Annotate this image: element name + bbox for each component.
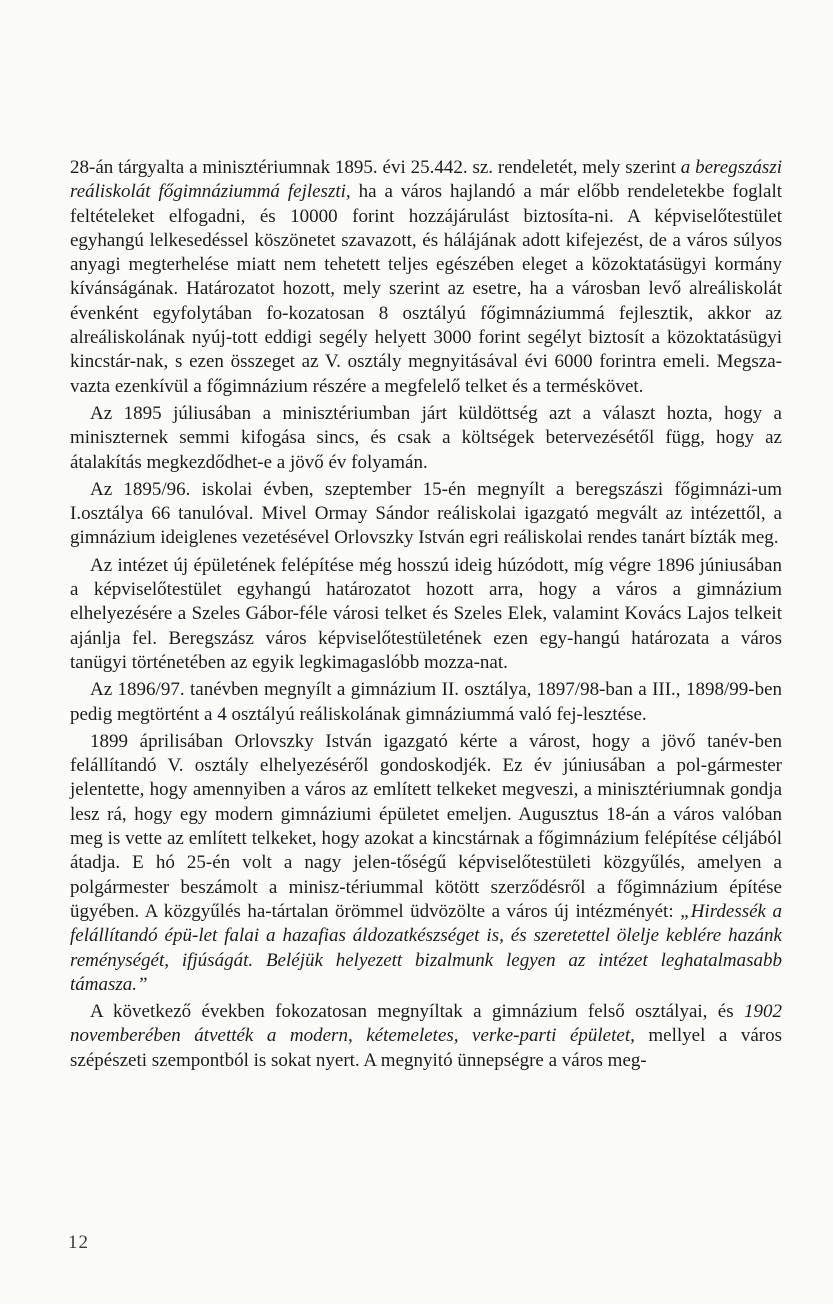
paragraph-1	[70, 156, 782, 399]
paragraph-7	[70, 1000, 782, 1073]
paragraph-5: Az 1896/97. tanévben megnyílt a gimnázium II. osztálya, 1897/98-ban a III., 1898/99-ben pedig megtörtént a 4 osztályú reáliskolának gimnáziummá való fej-lesztése.	[70, 679, 782, 725]
paragraph-1-text-b: ha a város hajlandó a már előbb rendeletekbe foglalt feltételeket elfogadni, és 10000 forint hozzájárulást biztosíta-ni. A képviselőtestület egyhangú lelkesedéssel köszönetet szavazott, és hálájának adott kifejezést, de a város súlyos anyagi megterhelése miatt nem tehetett teljes egészében eleget a közoktatásügyi kormány kívánságának. Határozatot hozott, mely szerint az esetre, ha a városban levő alreáliskolát évenként egyfolytában fo-kozatosan 8 osztályú főgimnáziummá fejlesztik, akkor az alreáliskolának nyúj-tott eddigi segély helyett 3000 forint segélyt biztosít a közoktatásügyi kincstár-nak, s ezen összeget az V. osztály megnyitásával évi 6000 forintra emeli. Megsza-vazta ezenkívül a főgimnázium részére a megfelelő telket és a terméskövet.	[70, 181, 782, 397]
paragraph-7-text-b: mellyel a város szépészeti szempontból is sokat nyert. A megnyitó ünnepségre a város meg-	[70, 1025, 782, 1071]
paragraph-2: Az 1895 júliusában a minisztériumban járt küldöttség azt a választ hozta, hogy a miniszternek semmi kifogása sincs, és csak a költségek betervezésétől függ, hogy az átalakítás megkezdődhet-e a jövő év folyamán.	[70, 402, 782, 473]
paragraph-1-text-a: 28-án tárgyalta a minisztériumnak 1895. évi 25.442. sz. rendeletét, mely szerint	[70, 157, 681, 178]
paragraph-3: Az 1895/96. iskolai évben, szeptember 15-én megnyílt a beregszászi főgimnázi-um I.osztálya 66 tanulóval. Mivel Ormay Sándor reáliskolai igazgató megvált az intézettől, a gimnázium ideiglenes vezetésével Orlovszky István egri reáliskolai rendes tanárt bízták meg.	[70, 478, 782, 549]
paragraph-7-emphasis: 1902 novemberében átvették a modern, kétemeletes, verke-parti épületet,	[70, 1001, 782, 1047]
paragraph-6	[70, 730, 782, 997]
paragraph-6-quote: „Hirdessék a felállítandó épü-let falai a hazafias áldozatkészséget is, és szeretettel ölelje keblére hazánk reménységét, ifjúságát. Beléjük helyezett bizalmunk legyen az intézet leghatalmasabb támasza.”	[70, 900, 782, 995]
page-number: 12	[68, 1232, 89, 1253]
body-text	[70, 156, 782, 1076]
paragraph-6-text-a: 1899 áprilisában Orlovszky István igazgató kérte a várost, hogy a jövő tanév-ben felállítandó V. osztály elhelyezéséről gondoskodjék. Ez év júniusában a pol-gármester jelentette, hogy amennyiben a város az említett telkeket megveszi, a minisztériumnak gondja lesz rá, hogy egy modern gimnáziumi épületet emeljen. Augusztus 18-án a város valóban meg is vette az említett telkeket, hogy azokat a kincstárnak a főgimnázium felépítése céljából átadja. E hó 25-én volt a nagy jelen-tőségű képviselőtestületi közgyűlés, amelyen a polgármester beszámolt a minisz-tériummal kötött szerződésről a főgimnázium építése ügyében. A közgyűlés ha-tártalan örömmel üdvözölte a város új intézményét:	[70, 730, 782, 922]
paragraph-7-text-a: A következő években fokozatosan megnyíltak a gimnázium felső osztályai, és	[90, 1001, 744, 1023]
paragraph-4: Az intézet új épületének felépítése még hosszú ideig húzódott, míg végre 1896 júniusában a képviselőtestület egyhangú határozatot hozott arra, hogy a város a gimnázium elhelyezésére a Szeles Gábor-féle városi telket és Szeles Elek, valamint Kovács Lajos telkeit ajánlja fel. Beregszász város képviselőtestületének ezen egy-hangú határozata a város tanügyi történetében az egyik legkimagaslóbb mozza-nat.	[70, 554, 782, 673]
paragraph-1-emphasis: a beregszászi reáliskolát főgimnáziummá fejleszti,	[70, 157, 782, 203]
